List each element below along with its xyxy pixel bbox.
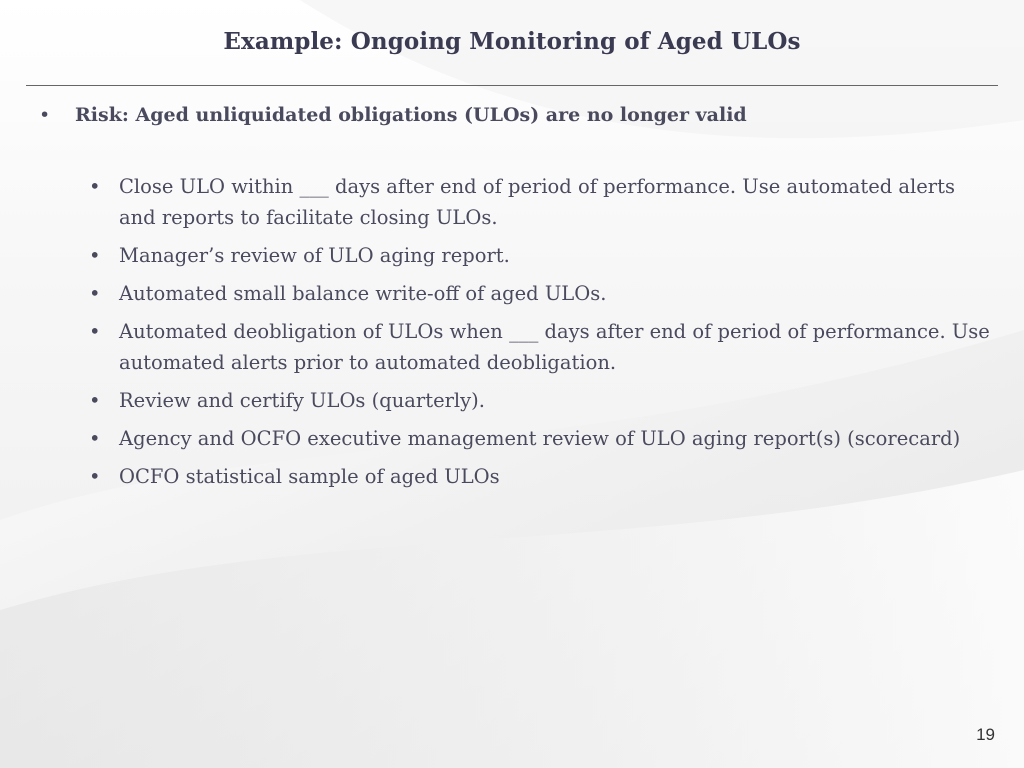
list-item [85, 240, 990, 271]
list-item [85, 385, 990, 416]
list-item-text: Automated deobligation of ULOs when ___ days after end of period of performance. Use automated alerts prior to automated deobligation. [119, 320, 990, 374]
list-item [85, 316, 990, 378]
slide-content [30, 98, 990, 508]
bullet-icon: • [89, 282, 101, 305]
list-item [85, 423, 990, 454]
list-item-text: Review and certify ULOs (quarterly). [119, 389, 485, 412]
risk-bullet-text: Risk: Aged unliquidated obligations (ULOs) are no longer valid [75, 104, 747, 126]
list-item-text: Agency and OCFO executive management review of ULO aging report(s) (scorecard) [119, 427, 961, 450]
list-item [85, 461, 990, 492]
list-item-text: Close ULO within ___ days after end of period of performance. Use automated alerts and reports to facilitate closing ULOs. [119, 175, 955, 229]
bullet-icon: • [89, 389, 101, 412]
slide-title: Example: Ongoing Monitoring of Aged ULOs [223, 28, 801, 55]
bullet-icon: • [89, 244, 101, 267]
bullet-icon: • [89, 427, 101, 450]
list-item-text: OCFO statistical sample of aged ULOs [119, 465, 500, 488]
bullet-icon: • [89, 320, 101, 343]
bullet-icon: • [39, 104, 51, 126]
list-item-text: Manager’s review of ULO aging report. [119, 244, 510, 267]
list-item-text: Automated small balance write-off of aged ULOs. [119, 282, 607, 305]
bullet-icon: • [89, 465, 101, 488]
title-divider [26, 85, 998, 86]
slide-number: 19 [976, 725, 995, 744]
list-item [85, 278, 990, 309]
control-bullet-list [85, 171, 990, 492]
bullet-icon: • [89, 175, 101, 198]
risk-bullet [30, 98, 990, 132]
list-item [85, 171, 990, 233]
